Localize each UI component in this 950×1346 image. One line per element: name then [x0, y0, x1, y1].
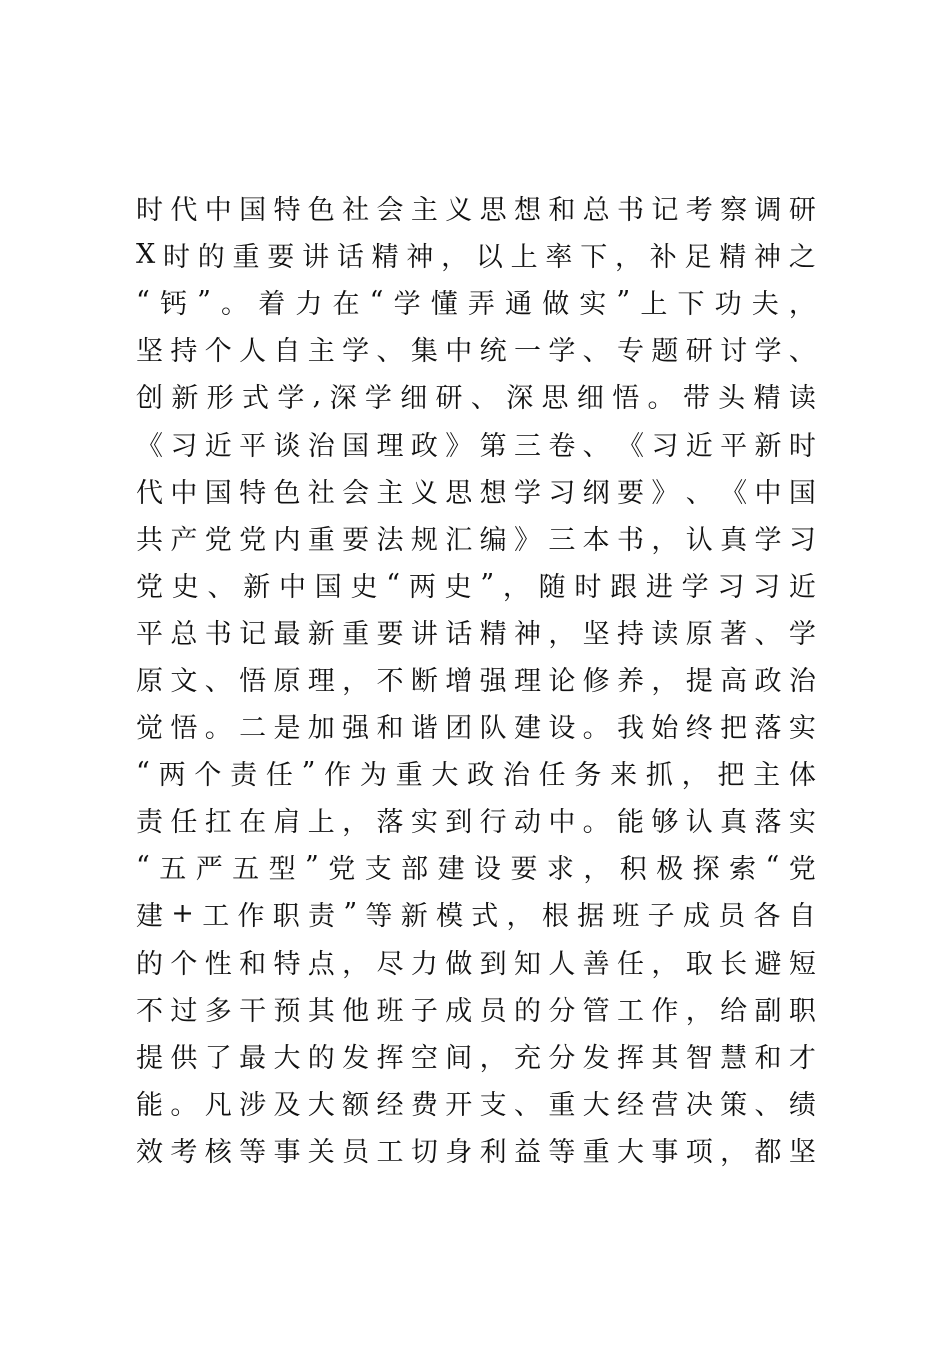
text-line: 的 个 性 和 特 点 ， 尽 力 做 到 知 人 善 任 ， 取 长 避 短: [136, 948, 816, 980]
text-line: 提 供 了 最 大 的 发 挥 空 间 ， 充 分 发 挥 其 智 慧 和 才: [136, 1042, 816, 1074]
text-line: 不 过 多 干 预 其 他 班 子 成 员 的 分 管 工 作 ， 给 副 职: [136, 995, 816, 1027]
text-line: 时 代 中 国 特 色 社 会 主 义 思 想 和 总 书 记 考 察 调 研: [136, 195, 816, 227]
text-line: 创 新 形 式 学 , 深 学 细 研 、 深 思 细 悟 。 带 头 精 读: [136, 380, 816, 415]
text-line: 觉 悟 。 二 是 加 强 和 谐 团 队 建 设 。 我 始 终 把 落 实: [136, 713, 816, 745]
text-line: 原 文 、 悟 原 理 ， 不 断 增 强 理 论 修 养 ， 提 高 政 治: [136, 665, 816, 697]
text-line: 党 史 、 新 中 国 史 “ 两 史 ” ， 随 时 跟 进 学 习 习 近: [136, 568, 816, 603]
text-line: 责 任 扛 在 肩 上 ， 落 实 到 行 动 中 。 能 够 认 真 落 实: [136, 807, 816, 839]
body-text: [136, 184, 816, 1173]
text-line: “ 钙 ” 。 着 力 在 “ 学 懂 弄 通 做 实 ” 上 下 功 夫 ，: [136, 286, 816, 321]
text-line: 效 考 核 等 事 关 员 工 切 身 利 益 等 重 大 事 项 ， 都 坚: [136, 1136, 816, 1168]
text-line: 共 产 党 党 内 重 要 法 规 汇 编 》 三 本 书 ， 认 真 学 习: [136, 524, 816, 556]
text-line: 平 总 书 记 最 新 重 要 讲 话 精 神 ， 坚 持 读 原 著 、 学: [136, 618, 816, 650]
text-line: 坚 持 个 人 自 主 学 、 集 中 统 一 学 、 专 题 研 讨 学 、: [136, 336, 816, 368]
text-line: 代 中 国 特 色 社 会 主 义 思 想 学 习 纲 要 》 、 《 中 国: [136, 477, 816, 509]
text-line: X 时 的 重 要 讲 话 精 神 ， 以 上 率 下 ， 补 足 精 神 之: [136, 239, 816, 274]
text-line: “ 两 个 责 任 ” 作 为 重 大 政 治 任 务 来 抓 ， 把 主 体: [136, 757, 816, 792]
text-line: 建 + 工 作 职 责 ” 等 新 模 式 ， 根 据 班 子 成 员 各 自: [136, 898, 816, 933]
text-line: 《 习 近 平 谈 治 国 理 政 》 第 三 卷 、 《 习 近 平 新 时: [136, 430, 816, 462]
text-line: “ 五 严 五 型 ” 党 支 部 建 设 要 求 ， 积 极 探 索 “ 党: [136, 851, 816, 886]
text-line: 能 。 凡 涉 及 大 额 经 费 开 支 、 重 大 经 营 决 策 、 绩: [136, 1089, 816, 1121]
